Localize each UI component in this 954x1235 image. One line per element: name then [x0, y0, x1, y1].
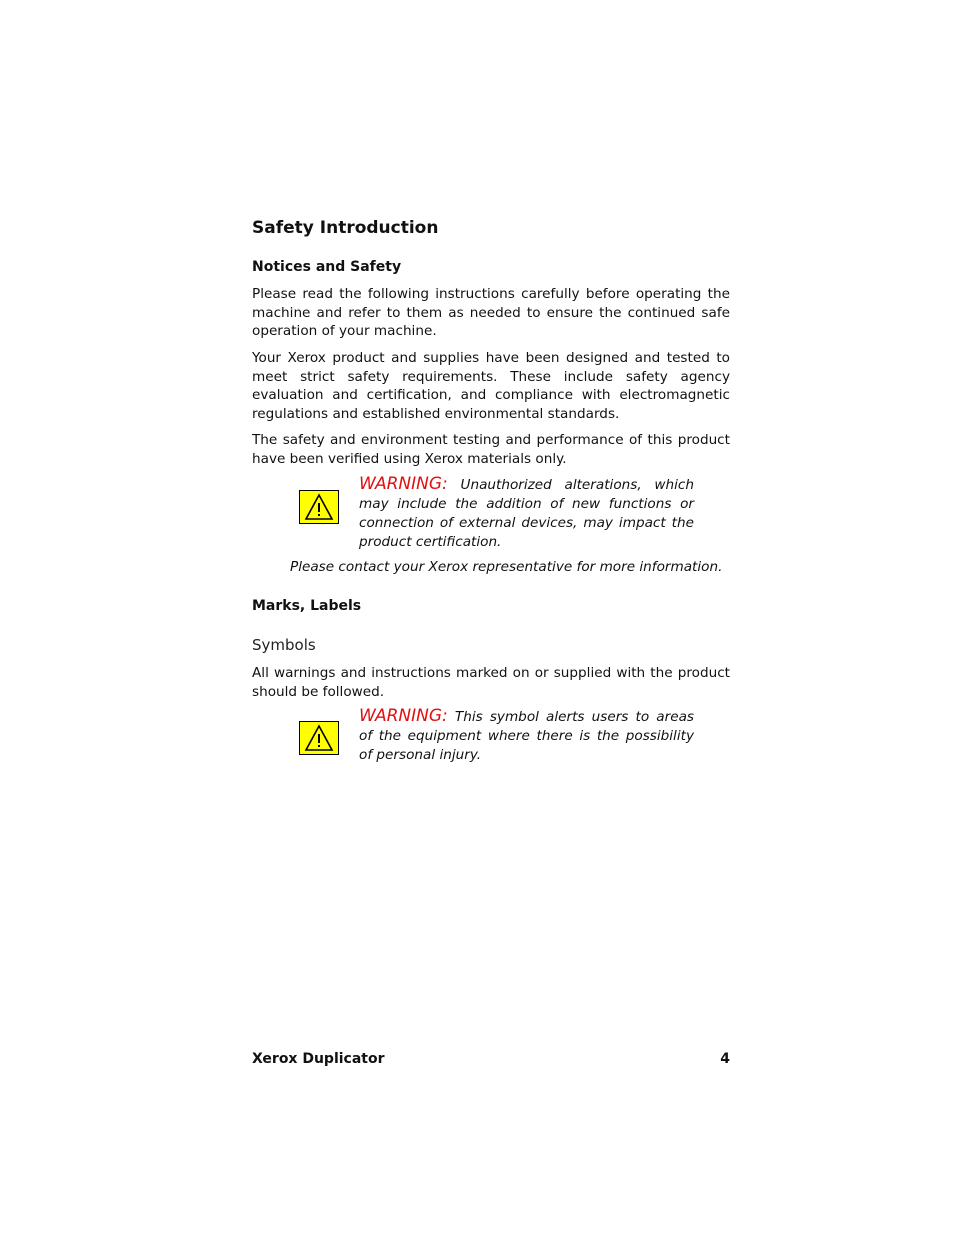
warning-body: This symbol alerts users to areas of the equipment where there is the possibility of personal injury. — [359, 709, 694, 763]
marks-heading: Marks, Labels — [252, 598, 362, 614]
marks-paragraph-1: All warnings and instructions marked on or supplied with the product should be followed. — [252, 665, 730, 700]
symbols-subheading: Symbols — [252, 636, 316, 654]
warning-body: Unauthorized alterations, which may include the addition of new functions or connection of external devices, may impact the product certification. — [359, 477, 694, 550]
warning-label: WARNING: — [359, 706, 448, 726]
warning-triangle-icon — [304, 724, 334, 752]
warning-block-1 — [299, 475, 694, 555]
warning-label: WARNING: — [359, 474, 448, 494]
notices-paragraph-3: The safety and environment testing and performance of this product have been verified using Xerox materials only. — [252, 432, 730, 467]
notices-heading: Notices and Safety — [252, 259, 402, 275]
warning-icon-box — [299, 490, 339, 524]
warning-text-1 — [359, 475, 694, 552]
footer-page-number: 4 — [720, 1051, 730, 1067]
contact-note: Please contact your Xerox representative for more information. — [290, 559, 723, 575]
notices-paragraph-2: Your Xerox product and supplies have been designed and tested to meet strict safety requirements. These include safety agency evaluation and certification, and compliance with electromagnetic regulations and established environmental standards. — [252, 350, 730, 423]
footer-product-name: Xerox Duplicator — [252, 1051, 385, 1067]
warning-block-2 — [299, 707, 694, 767]
notices-paragraph-1: Please read the following instructions carefully before operating the machine and refer to them as needed to ensure the continued safe operation of your machine. — [252, 286, 730, 340]
warning-icon-box — [299, 721, 339, 755]
document-page — [252, 0, 730, 1235]
section-title: Safety Introduction — [252, 218, 439, 238]
warning-triangle-icon — [304, 493, 334, 521]
warning-text-2 — [359, 707, 694, 765]
